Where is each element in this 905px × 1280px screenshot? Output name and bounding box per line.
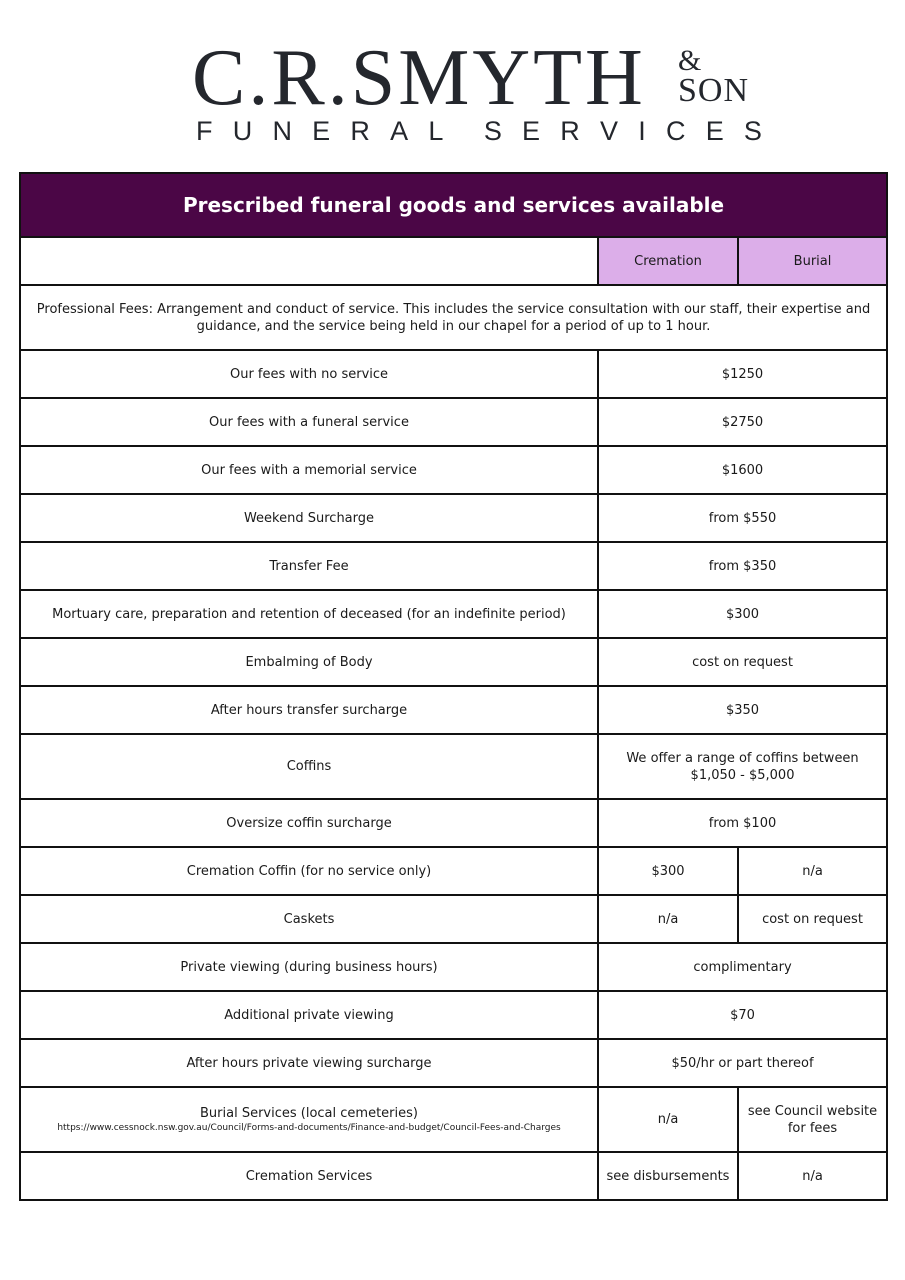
item-cell xyxy=(20,350,598,398)
table-row xyxy=(20,734,887,799)
professional-fees-text: Professional Fees: Arrangement and conduct of service. This includes the service consultation with our staff, their expertise and guidance, and the service being held in our chapel for a period of up to 1 hour. xyxy=(20,285,887,350)
item-label: After hours transfer surcharge xyxy=(210,702,408,718)
item-cell xyxy=(20,494,598,542)
table-title-row xyxy=(20,173,887,237)
price-cell: $70 xyxy=(598,991,887,1039)
item-cell xyxy=(20,446,598,494)
item-cell xyxy=(20,799,598,847)
item-cell xyxy=(20,847,598,895)
item-label: Our fees with a funeral service xyxy=(209,414,409,430)
logo-subtitle-letter: V xyxy=(600,116,619,146)
logo-name: C.R.SMYTH xyxy=(192,34,646,122)
cremation-price-cell: $300 xyxy=(598,847,738,895)
item-cell xyxy=(20,734,598,799)
logo-subtitle-letter: R xyxy=(350,116,370,146)
price-cell: complimentary xyxy=(598,943,887,991)
logo-subtitle-letter: R xyxy=(560,116,580,146)
item-cell xyxy=(20,1039,598,1087)
burial-price-cell: see Council website for fees xyxy=(738,1087,887,1152)
price-table xyxy=(19,172,888,1201)
logo-subtitle-letter: F xyxy=(196,116,213,146)
price-cell: $50/hr or part thereof xyxy=(598,1039,887,1087)
item-label: Cremation Services xyxy=(245,1168,373,1184)
item-cell xyxy=(20,638,598,686)
burial-price-cell: cost on request xyxy=(738,895,887,943)
item-cell xyxy=(20,895,598,943)
price-cell: from $350 xyxy=(598,542,887,590)
table-row xyxy=(20,895,887,943)
item-cell xyxy=(20,991,598,1039)
logo-subtitle-letter: E xyxy=(705,116,724,146)
table-row xyxy=(20,350,887,398)
logo-ampersand: & xyxy=(678,44,702,77)
cremation-column-header: Cremation xyxy=(598,237,738,285)
council-fees-link[interactable]: https://www.cessnock.nsw.gov.au/Council/Forms-and-documents/Finance-and-budget/Council-Fees-and-Charges xyxy=(57,1123,561,1133)
price-cell: $2750 xyxy=(598,398,887,446)
column-header-row xyxy=(20,237,887,285)
item-label: Mortuary care, preparation and retention of deceased (for an indefinite period) xyxy=(52,606,566,622)
price-cell: $300 xyxy=(598,590,887,638)
table-row xyxy=(20,991,887,1039)
logo-subtitle-letter: E xyxy=(522,116,541,146)
item-label: Oversize coffin surcharge xyxy=(226,815,392,831)
item-label: Cremation Coffin (for no service only) xyxy=(186,863,432,879)
cremation-price-cell: see disbursements xyxy=(598,1152,738,1200)
item-cell xyxy=(20,1152,598,1200)
table-row xyxy=(20,943,887,991)
item-label: Our fees with a memorial service xyxy=(201,462,417,478)
company-logo xyxy=(0,34,905,148)
item-cell xyxy=(20,943,598,991)
logo-son: SON xyxy=(678,72,750,109)
logo-subtitle-letter: L xyxy=(428,116,444,146)
logo-subtitle-letter: U xyxy=(232,116,253,146)
burial-price-cell: n/a xyxy=(738,1152,887,1200)
logo-subtitle-letter: C xyxy=(665,116,686,146)
price-cell: $350 xyxy=(598,686,887,734)
table-row xyxy=(20,847,887,895)
price-cell: from $550 xyxy=(598,494,887,542)
item-label: Caskets xyxy=(283,911,335,927)
table-row xyxy=(20,1152,887,1200)
item-label: After hours private viewing surcharge xyxy=(186,1055,432,1071)
item-cell xyxy=(20,686,598,734)
table-row xyxy=(20,686,887,734)
price-cell: from $100 xyxy=(598,799,887,847)
logo-subtitle xyxy=(196,118,762,145)
item-label: Additional private viewing xyxy=(224,1007,394,1023)
table-row xyxy=(20,638,887,686)
burial-price-cell: n/a xyxy=(738,847,887,895)
logo-subtitle-letter: N xyxy=(272,116,292,146)
table-row xyxy=(20,590,887,638)
table-row xyxy=(20,398,887,446)
table-row xyxy=(20,446,887,494)
item-label: Coffins xyxy=(286,759,332,774)
item-label: Our fees with no service xyxy=(229,366,389,382)
price-cell: $1600 xyxy=(598,446,887,494)
cremation-price-cell: n/a xyxy=(598,895,738,943)
table-title: Prescribed funeral goods and services available xyxy=(20,173,887,237)
logo-subtitle-letter: S xyxy=(743,116,762,146)
item-cell xyxy=(20,1087,598,1152)
item-cell xyxy=(20,398,598,446)
logo-subtitle-letter: E xyxy=(312,116,331,146)
item-label: Transfer Fee xyxy=(269,558,349,574)
table-row xyxy=(20,1087,887,1152)
table-row xyxy=(20,1039,887,1087)
cremation-price-cell: n/a xyxy=(598,1087,738,1152)
logo-subtitle-letter: A xyxy=(390,116,409,146)
price-cell: $1250 xyxy=(598,350,887,398)
item-label: Private viewing (during business hours) xyxy=(180,959,438,975)
item-cell xyxy=(20,542,598,590)
table-row xyxy=(20,542,887,590)
item-label: Burial Services (local cemeteries) xyxy=(200,1106,418,1121)
logo-subtitle-letter: S xyxy=(483,116,502,146)
logo-subtitle-letter: I xyxy=(638,116,646,146)
professional-fees-row xyxy=(20,285,887,350)
price-cell: We offer a range of coffins between $1,050 - $5,000 xyxy=(598,734,887,799)
burial-column-header: Burial xyxy=(738,237,887,285)
item-label: Embalming of Body xyxy=(245,654,373,670)
table-row xyxy=(20,799,887,847)
table-row xyxy=(20,494,887,542)
header-blank-cell xyxy=(20,237,598,285)
item-label: Weekend Surcharge xyxy=(243,510,375,526)
price-cell: cost on request xyxy=(598,638,887,686)
item-cell xyxy=(20,590,598,638)
